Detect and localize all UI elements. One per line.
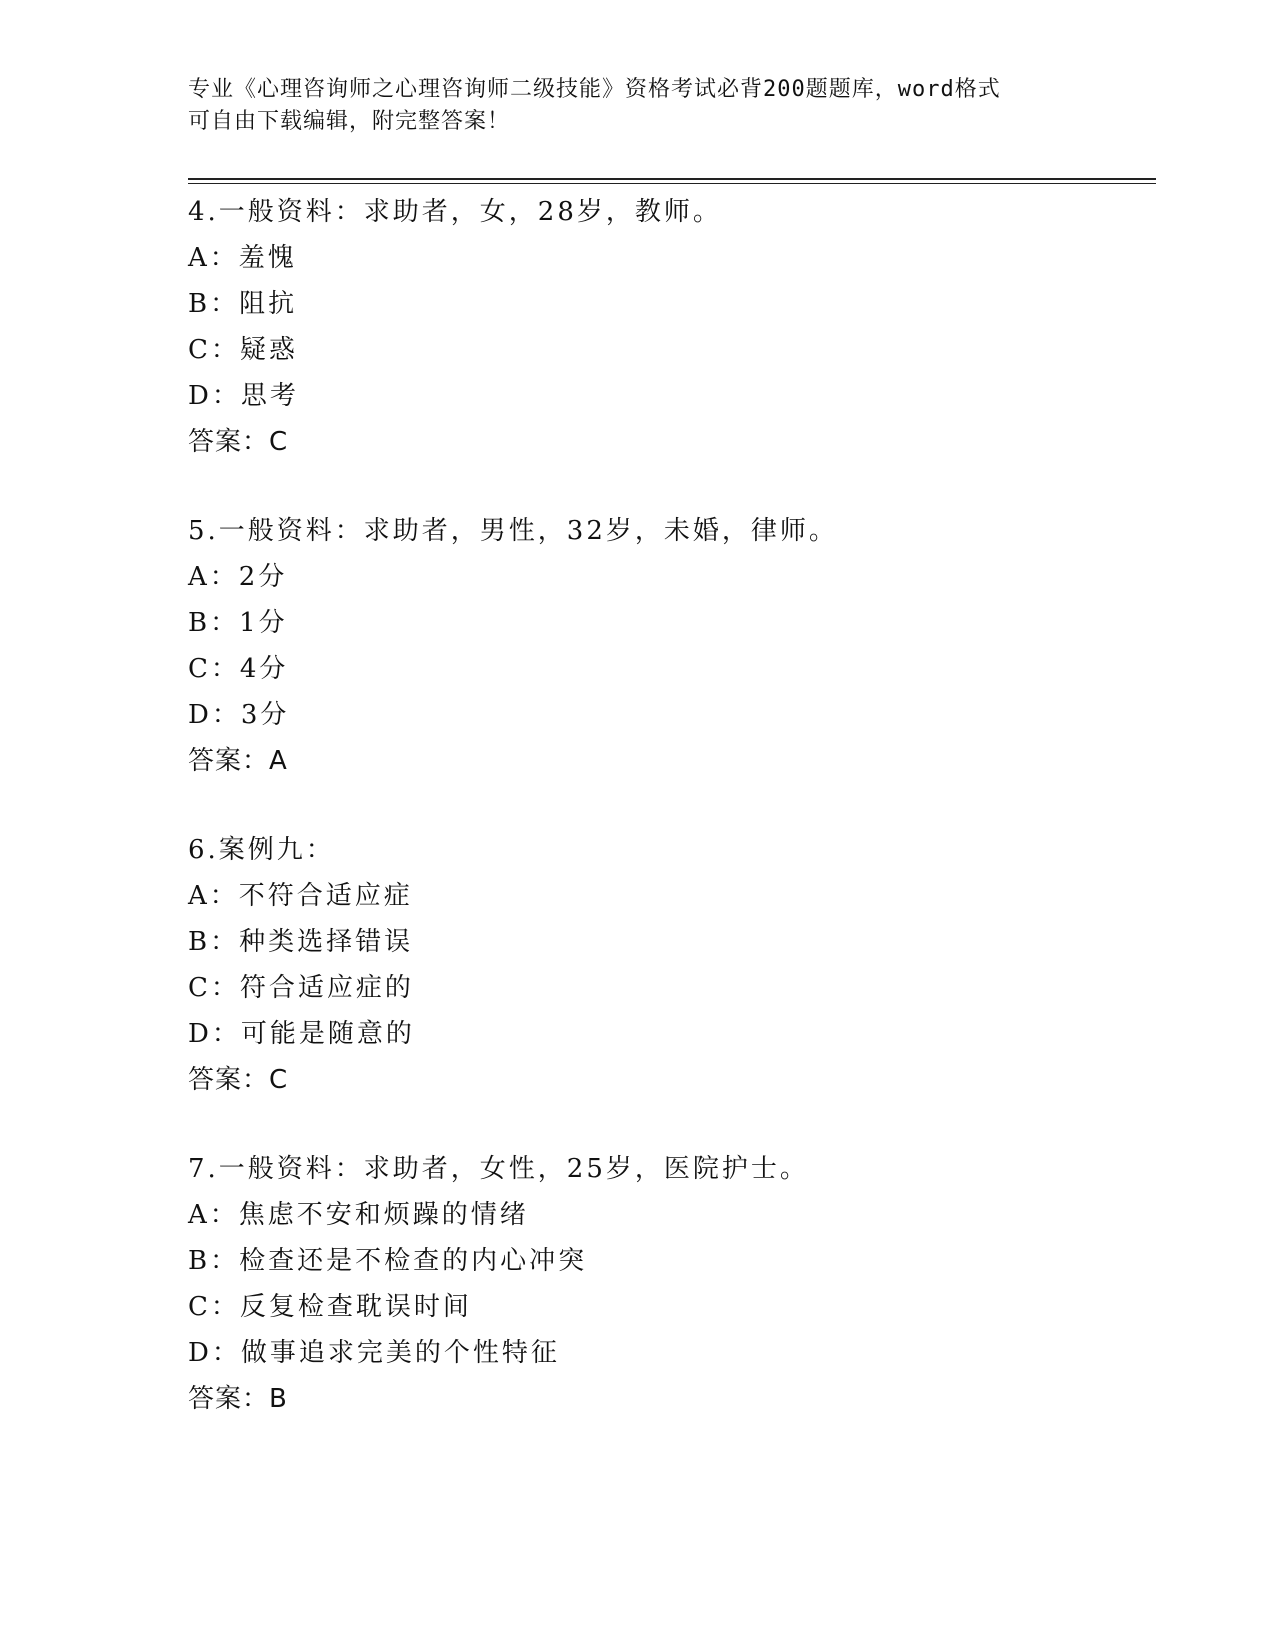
option-b: B：种类选择错误 [188, 927, 414, 957]
option-d: D：做事追求完美的个性特征 [188, 1338, 560, 1368]
question-title: 7.一般资料：求助者，女性，25岁，医院护士。 [188, 1154, 809, 1184]
question-title: 5.一般资料：求助者，男性，32岁，未婚，律师。 [188, 516, 838, 546]
option-c: C：疑惑 [188, 335, 298, 365]
option-a: A：不符合适应症 [188, 881, 413, 911]
option-b: B：1分 [188, 608, 288, 638]
option-a: A：羞愧 [188, 243, 297, 273]
answer-line: 答案：C [188, 1065, 289, 1095]
answer-line: 答案：B [188, 1384, 288, 1414]
option-a: A：焦虑不安和烦躁的情绪 [188, 1200, 529, 1230]
option-c: C：4分 [188, 654, 289, 684]
header-divider-thin [188, 183, 1156, 184]
option-b: B：阻抗 [188, 289, 298, 319]
option-a: A：2分 [188, 562, 288, 592]
question-7 [188, 1146, 1148, 1422]
header-line-1: 专业《心理咨询师之心理咨询师二级技能》资格考试必背200题题库，word格式 [188, 77, 1001, 102]
question-4 [188, 189, 1148, 465]
option-c: C：符合适应症的 [188, 973, 414, 1003]
question-5 [188, 508, 1148, 784]
header-line-2: 可自由下载编辑，附完整答案！ [188, 109, 511, 134]
option-d: D：可能是随意的 [188, 1019, 415, 1049]
question-6 [188, 827, 1148, 1103]
question-title: 6.案例九： [188, 835, 335, 865]
answer-line: 答案：A [188, 746, 288, 776]
option-c: C：反复检查耽误时间 [188, 1292, 472, 1322]
question-title: 4.一般资料：求助者，女，28岁，教师。 [188, 197, 722, 227]
answer-line: 答案：C [188, 427, 289, 457]
document-header [188, 74, 1088, 138]
option-b: B：检查还是不检查的内心冲突 [188, 1246, 588, 1276]
header-divider-thick [188, 178, 1156, 180]
option-d: D：3分 [188, 700, 290, 730]
option-d: D：思考 [188, 381, 299, 411]
